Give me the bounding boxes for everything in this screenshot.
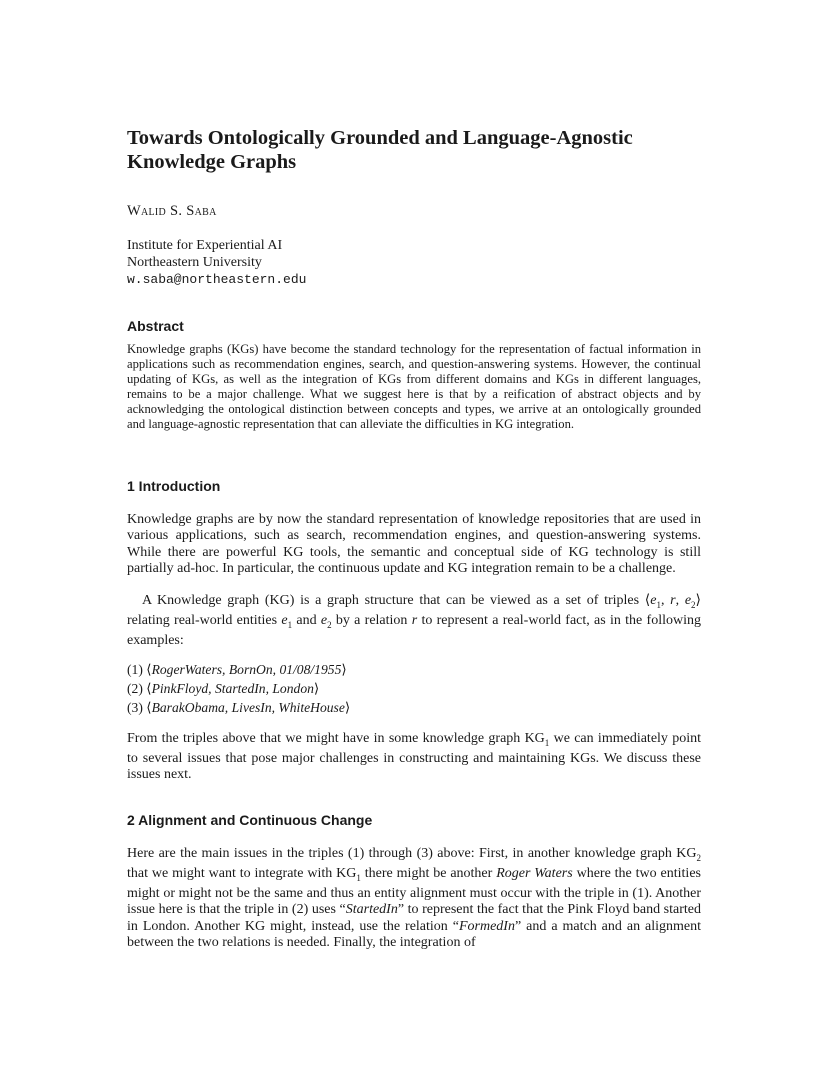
abstract-heading: Abstract bbox=[127, 318, 184, 334]
author-name: Walid S. Saba bbox=[127, 203, 217, 219]
author-affiliation bbox=[127, 237, 306, 288]
intro-paragraph-1: Knowledge graphs are by now the standard representation of knowledge repositories that are used in various applications, such as search, recommendation engines, and question-answering systems. While there are powerful KG tools, the semantic and conceptual side of KG technology is still partially ad-hoc. In particular, the continuous update and KG integration remain to be a challenge. bbox=[127, 512, 701, 576]
abstract-text: Knowledge graphs (KGs) have become the standard technology for the representation of factual information in applications such as recommendation engines, search, and question-answering systems. However, the continual updating of KGs, as well as the integration of KGs from different domains and KGs in different languages, remains to be a major challenge. What we suggest here is that by a reification of abstract objects and by acknowledging the ontological distinction between concepts and types, we arrive at an ontologically grounded and language-agnostic representation that can alleviate the difficulties in KG integration. bbox=[127, 342, 701, 431]
institute: Institute for Experiential AI bbox=[127, 238, 283, 253]
triple-examples-list bbox=[127, 660, 350, 717]
list-item: (3) ⟨BarakObama, LivesIn, WhiteHouse⟩ bbox=[127, 700, 351, 715]
author-email: w.saba@northeastern.edu bbox=[127, 272, 307, 287]
intro-paragraph-2: A Knowledge graph (KG) is a graph structure that can be viewed as a set of triples $⟨e_1$, r, $e_2⟩$ relating real-world entities $e_1$ and $e_2$ by a relation r to represent a real-world fact, as in the following examples: bbox=[127, 593, 702, 649]
list-item: (2) ⟨PinkFloyd, StartedIn, London⟩ bbox=[127, 681, 320, 696]
alignment-paragraph: Here are the main issues in the triples (1) through (3) above: First, in another knowledge graph $KG_2$ that we might want to integrate with $KG_1$ there might be another Roger Waters where the two entities might or might not be the same and thus an entity alignment must occur with the triple in (1). Another issue here is that the triple in (2) uses “StartedIn” to represent the fact that the Pink Floyd band started in London. Another KG might, instead, use the relation “FormedIn” and a match and an alignment between the two relations is needed. Finally, the integration of bbox=[127, 846, 702, 951]
paper-title: Towards Ontologically Grounded and Language-Agnostic Knowledge Graphs bbox=[127, 127, 633, 173]
section-2-heading: 2 Alignment and Continuous Change bbox=[127, 812, 373, 828]
section-1-heading: 1 Introduction bbox=[127, 478, 221, 494]
list-item: (1) ⟨RogerWaters, BornOn, 01/08/1955⟩ bbox=[127, 662, 347, 677]
intro-paragraph-3: From the triples above that we might have in some knowledge graph $KG_1$ we can immediately point to several issues that pose major challenges in constructing and maintaining KGs. We discuss these issues next. bbox=[127, 731, 701, 783]
university: Northeastern University bbox=[127, 255, 262, 270]
